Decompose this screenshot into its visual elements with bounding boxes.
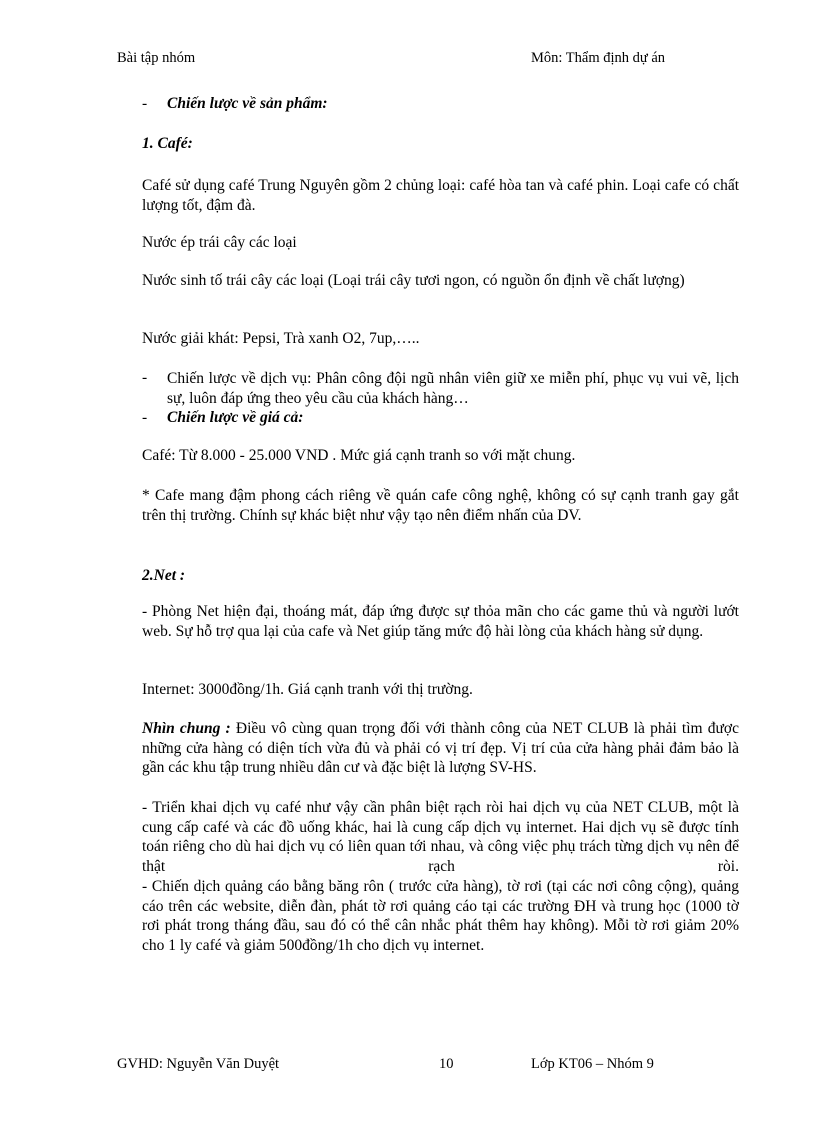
net-paragraph: - Phòng Net hiện đại, thoáng mát, đáp ứng được sự thỏa mãn cho các game thủ và người lướt web. Sự hỗ trợ qua lại của cafe và Net giúp tăng mức độ hài lòng của khách hàng sử dụng. — [142, 603, 739, 640]
product-strategy-line — [142, 94, 328, 114]
style-paragraph: * Cafe mang đậm phong cách riêng về quán cafe công nghệ, không có sự cạnh tranh gay gắt trên thị trường. Chính sự khác biệt như vậy tạo nên điểm nhấn của DV. — [142, 487, 739, 524]
footer-left: GVHD: Nguyễn Văn Duyệt — [117, 1056, 280, 1072]
price-strategy-line — [142, 408, 303, 428]
overall-text: Điều vô cùng quan trọng đối với thành công của NET CLUB là phải tìm được những cửa hàng có diện tích vừa đủ và phải có vị trí đẹp. Vị trí của cửa hàng phải đảm bảo là gần các khu tập trung nhiều dân cư và đặc biệt là lượng SV-HS. — [142, 720, 739, 776]
soft-drinks-line: Nước giải khát: Pepsi, Trà xanh O2, 7up,….. — [142, 330, 420, 347]
price-strategy-title: Chiến lược về giá cả: — [167, 409, 304, 426]
campaign-paragraph: - Chiến dịch quảng cáo bằng băng rôn ( trước cửa hàng), tờ rơi (tại các nơi công cộng), quảng cáo trên các website, diễn đàn, phát tờ rơi quảng cáo tại các trường ĐH và trung học (1000 tờ rơi phát trong tháng đầu, sau đó có thể cân nhắc phát thêm hay không). Mỗi tờ rơi giảm 20% cho 1 ly café và giảm 500đồng/1h cho dịch vụ internet. — [142, 878, 739, 954]
cafe-paragraph: Café sử dụng café Trung Nguyên gồm 2 chủng loại: café hòa tan và café phin. Loại cafe có chất lượng tốt, đậm đà. — [142, 177, 739, 214]
internet-price-line: Internet: 3000đồng/1h. Giá cạnh tranh với thị trường. — [142, 681, 473, 698]
footer-right: Lớp KT06 – Nhóm 9 — [531, 1056, 654, 1072]
smoothie-paragraph: Nước sinh tố trái cây các loại (Loại trái cây tươi ngon, có nguồn ổn định về chất lượng) — [142, 272, 685, 289]
header-right: Môn: Thẩm định dự án — [531, 50, 666, 66]
overall-paragraph — [142, 719, 739, 778]
cafe-heading: 1. Café: — [142, 135, 193, 152]
header-left: Bài tập nhóm — [117, 50, 196, 66]
juice-line: Nước ép trái cây các loại — [142, 234, 297, 251]
net-heading: 2.Net : — [142, 567, 186, 584]
overall-label: Nhìn chung : — [142, 720, 231, 737]
bullet-dash: - — [142, 95, 148, 112]
page-number: 10 — [439, 1056, 454, 1072]
service-strategy-text: Chiến lược về dịch vụ: Phân công đội ngũ nhân viên giữ xe miễn phí, phục vụ vui vẽ, lịch sự, luôn đáp ứng theo yêu cầu của khách hàng… — [167, 370, 739, 407]
price-paragraph: Café: Từ 8.000 - 25.000 VND . Mức giá cạnh tranh so với mặt chung. — [142, 447, 576, 464]
product-strategy-title: Chiến lược về sản phẩm: — [167, 95, 328, 112]
bullet-dash: - — [142, 409, 148, 426]
bullet-dash: - — [142, 369, 148, 386]
deploy-paragraph: - Triển khai dịch vụ café như vậy cần phân biệt rạch ròi hai dịch vụ của NET CLUB, một là cung cấp café và các đồ uống khác, hai là cung cấp dịch vụ internet. Hai dịch vụ sẽ được tính toán riêng cho dù hai dịch vụ có liên quan tới nhau, và công việc phụ trách từng dịch vụ nên để thật rạch ròi. — [142, 799, 739, 875]
